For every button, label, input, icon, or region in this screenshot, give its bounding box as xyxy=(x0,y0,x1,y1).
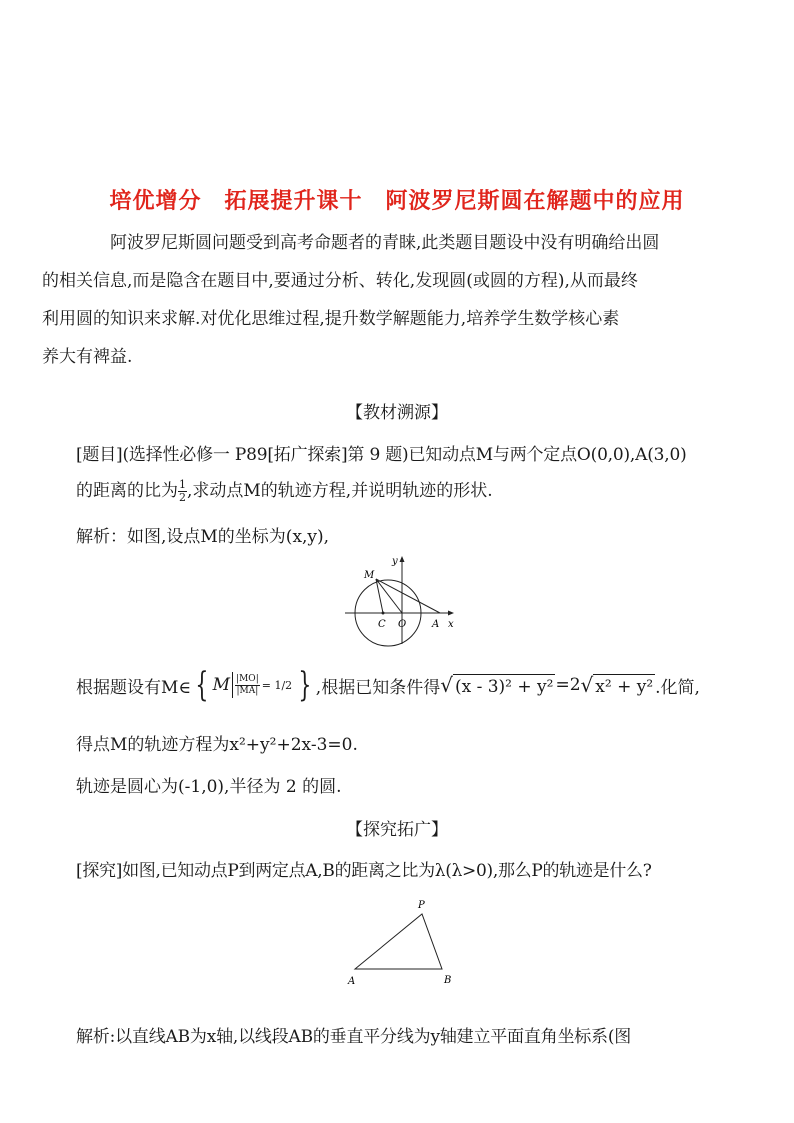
solution-text-post: .化简, xyxy=(655,677,700,698)
fraction-one-half xyxy=(178,479,187,504)
page-title: 培优增分 拓展提升课十 阿波罗尼斯圆在解题中的应用 xyxy=(109,189,685,214)
label-p: P xyxy=(418,900,425,911)
problem-line-2 xyxy=(76,476,493,504)
section-heading-explore: 【探究拓广】 xyxy=(346,820,448,840)
intro-line: 阿波罗尼斯圆问题受到高考命题者的青睐,此类题目题设中没有明确给出圆 xyxy=(110,233,660,253)
left-brace: { xyxy=(195,665,209,705)
sqrt-sign-1: √ xyxy=(440,673,453,697)
right-brace: } xyxy=(298,665,312,705)
segment-ma xyxy=(376,579,440,613)
set-divider xyxy=(232,672,233,698)
set-fraction-numerator: |MO| xyxy=(236,673,259,684)
sqrt-radicand-1: (x - 3)² + y² xyxy=(453,674,556,697)
equals-two: =2 xyxy=(555,675,581,695)
triangle-pab xyxy=(355,914,442,969)
fraction-numerator: 1 xyxy=(179,478,186,491)
problem-text-pre: 的距离的比为 xyxy=(76,481,178,501)
y-axis-arrow xyxy=(400,556,405,562)
label-a: A xyxy=(348,976,356,987)
solution-text-mid: ,根据已知条件得 xyxy=(315,677,441,698)
solution1-line-3: 得点M的轨迹方程为x²+y²+2x-3=0. xyxy=(76,735,358,755)
solution-text-pre: 根据题设有M∈ xyxy=(76,677,191,698)
set-fraction-denominator: |MA| xyxy=(236,685,259,696)
label-b: B xyxy=(444,975,452,986)
problem-line-1: [题目](选择性必修一 P89[拓广探索]第 9 题)已知动点M与两个定点O(0,0),A(3,0) xyxy=(76,445,687,465)
x-axis-arrow xyxy=(448,611,454,616)
solution1-line-4: 轨迹是圆心为(-1,0),半径为 2 的圆. xyxy=(76,777,342,797)
intro-line: 利用圆的知识来求解.对优化思维过程,提升数学解题能力,培养学生数学核心素 xyxy=(42,309,620,329)
set-equals: = 1/2 xyxy=(261,678,293,692)
label-x: x xyxy=(448,619,454,630)
intro-paragraph xyxy=(42,224,721,376)
intro-line: 的相关信息,而是隐含在题目中,要通过分析、转化,发现圆(或圆的方程),从而最终 xyxy=(42,271,638,291)
sqrt-radicand-2: x² + y² xyxy=(593,674,655,697)
section-heading-source: 【教材溯源】 xyxy=(346,403,448,423)
triangle-figure xyxy=(340,895,465,990)
explore-line: [探究]如图,已知动点P到两定点A,B的距离之比为λ(λ>0),那么P的轨迹是什么? xyxy=(76,861,652,881)
circle-figure xyxy=(340,552,460,647)
label-y: y xyxy=(392,556,398,567)
label-a: A xyxy=(432,619,440,630)
intro-line: 养大有裨益. xyxy=(42,347,133,367)
center-point xyxy=(382,612,385,615)
solution2-line-1: 解析:以直线AB为x轴,以线段AB的垂直平分线为y轴建立平面直角坐标系(图 xyxy=(76,1027,632,1047)
solution1-line-1: 解析：如图,设点M的坐标为(x,y), xyxy=(76,527,330,547)
problem-text-post: ,求动点M的轨迹方程,并说明轨迹的形状. xyxy=(187,481,493,501)
sqrt-sign-2: √ xyxy=(580,673,594,697)
label-m: M xyxy=(364,570,375,581)
solution1-line-2 xyxy=(76,665,700,705)
set-variable: M xyxy=(212,675,231,695)
label-o: O xyxy=(398,619,407,630)
set-fraction xyxy=(235,674,260,697)
fraction-denominator: 2 xyxy=(179,491,186,504)
label-c: C xyxy=(378,619,386,630)
